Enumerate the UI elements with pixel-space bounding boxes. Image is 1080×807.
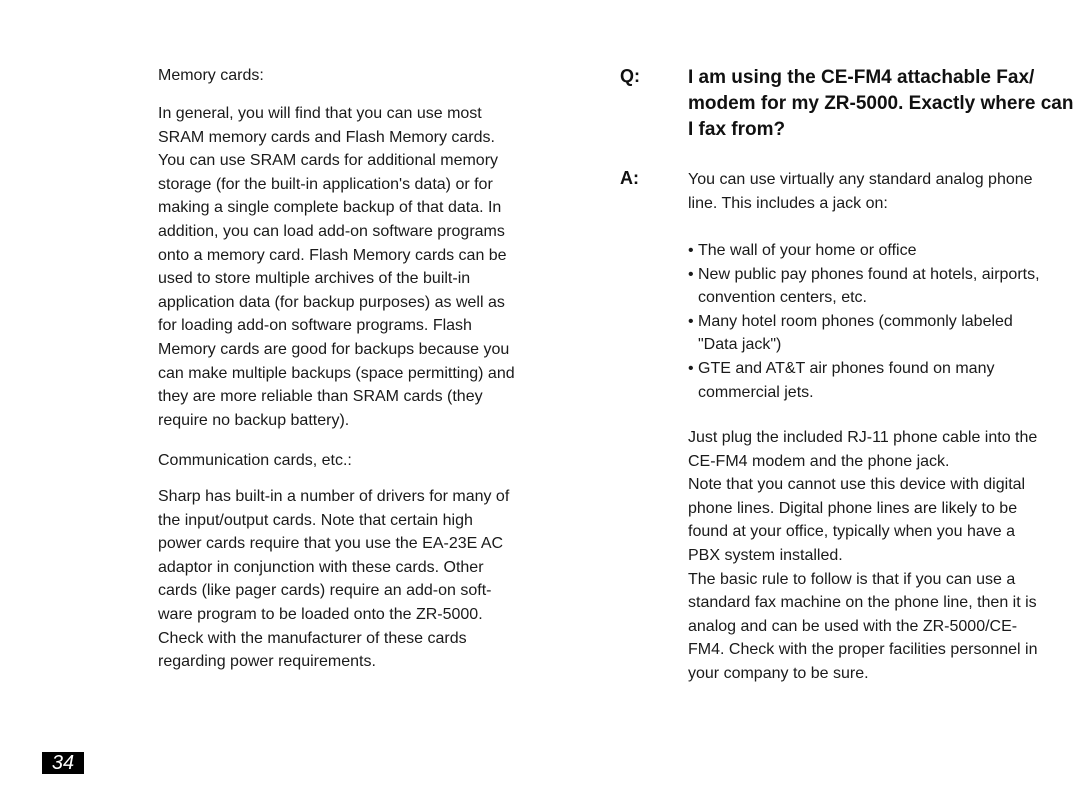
bullet-icon: • <box>688 359 694 377</box>
bullet-icon: • <box>688 242 694 259</box>
text-line <box>688 381 1040 405</box>
text-line: line. This includes a jack on: <box>688 194 888 212</box>
bullet-text: GTE and AT&T air phones found on many <box>698 359 995 377</box>
question-label: Q: <box>620 66 640 86</box>
list-item <box>688 357 1040 404</box>
text-line <box>688 357 1040 381</box>
text-line: for loading add-on software programs. Flash <box>158 317 472 335</box>
question-text <box>688 65 1073 143</box>
text-line: analog and can be used with the ZR-5000/CE- <box>688 617 1018 635</box>
bullet-text: The wall of your home or office <box>698 242 917 259</box>
text-line: application data (for backup purposes) as well as <box>158 293 505 311</box>
text-line: SRAM memory cards and Flash Memory cards. <box>158 128 495 146</box>
bullet-icon: • <box>688 312 694 330</box>
text-line: Check with the manufacturer of these cards <box>158 629 467 647</box>
bullet-list <box>688 239 1040 404</box>
text-line: PBX system installed. <box>688 546 843 564</box>
text-line: adaptor in conjunction with these cards. Other <box>158 558 484 576</box>
text-line: storage (for the built-in application's data) or for <box>158 175 493 193</box>
bullet-icon: • <box>688 265 694 283</box>
bullet-text: "Data jack") <box>698 336 782 354</box>
text-line: I am using the CE-FM4 attachable Fax/ <box>688 67 1035 88</box>
text-line: found at your office, typically when you have a <box>688 523 1016 541</box>
text-line: FM4. Check with the proper facilities personnel in <box>688 641 1038 659</box>
text-line: making a single complete backup of that data. In <box>158 199 502 217</box>
text-line: modem for my ZR-5000. Exactly where can <box>688 93 1074 114</box>
bullet-text: Many hotel room phones (commonly labeled <box>698 312 1013 330</box>
text-line: phone lines. Digital phone lines are likely to be <box>688 499 1018 517</box>
text-line <box>688 239 1040 263</box>
communication-cards-paragraph <box>158 485 509 674</box>
text-line: power cards require that you use the EA-23E AC <box>158 535 504 553</box>
memory-cards-paragraph <box>158 102 515 432</box>
page-number: 34 <box>42 752 84 774</box>
text-line: they are more reliable than SRAM cards (they <box>158 388 483 406</box>
text-line: regarding power requirements. <box>158 653 376 671</box>
text-line: CE-FM4 modem and the phone jack. <box>688 452 950 470</box>
bullet-text: convention centers, etc. <box>698 289 867 307</box>
bullet-text: New public pay phones found at hotels, airports, <box>698 265 1040 283</box>
list-item <box>688 239 1040 263</box>
text-line: require no backup battery). <box>158 411 350 429</box>
text-line: You can use virtually any standard analog phone <box>688 171 1033 188</box>
answer-paragraph <box>688 426 1038 686</box>
text-line: You can use SRAM cards for additional memory <box>158 152 499 170</box>
text-line: Memory cards are good for backups because you <box>158 340 510 358</box>
text-line: In general, you will find that you can use most <box>158 105 482 122</box>
text-line <box>688 286 1040 310</box>
text-line: standard fax machine on the phone line, then it is <box>688 594 1037 612</box>
answer-label: A: <box>620 168 639 188</box>
text-line: cards (like pager cards) require an add-on soft- <box>158 582 492 600</box>
text-line: I fax from? <box>688 119 786 140</box>
text-line: Sharp has built-in a number of drivers for many of <box>158 488 510 505</box>
text-line: onto a memory card. Flash Memory cards can be <box>158 246 507 264</box>
text-line: used to store multiple archives of the built-in <box>158 270 471 288</box>
text-line: the input/output cards. Note that certain high <box>158 511 473 529</box>
bullet-text: commercial jets. <box>698 383 814 401</box>
text-line <box>688 310 1040 334</box>
text-line: Just plug the included RJ-11 phone cable into the <box>688 429 1038 446</box>
communication-cards-heading: Communication cards, etc.: <box>158 452 352 469</box>
answer-intro <box>688 168 1033 215</box>
text-line: The basic rule to follow is that if you can use a <box>688 570 1016 588</box>
list-item <box>688 263 1040 310</box>
text-line: Note that you cannot use this device with digital <box>688 476 1026 494</box>
text-line: can make multiple backups (space permitting) and <box>158 364 515 382</box>
text-line <box>688 263 1040 287</box>
text-line <box>688 333 1040 357</box>
memory-cards-heading: Memory cards: <box>158 67 264 84</box>
text-line: your company to be sure. <box>688 664 869 682</box>
list-item <box>688 310 1040 357</box>
text-line: ware program to be loaded onto the ZR-5000. <box>158 605 483 623</box>
text-line: addition, you can load add-on software programs <box>158 222 505 240</box>
